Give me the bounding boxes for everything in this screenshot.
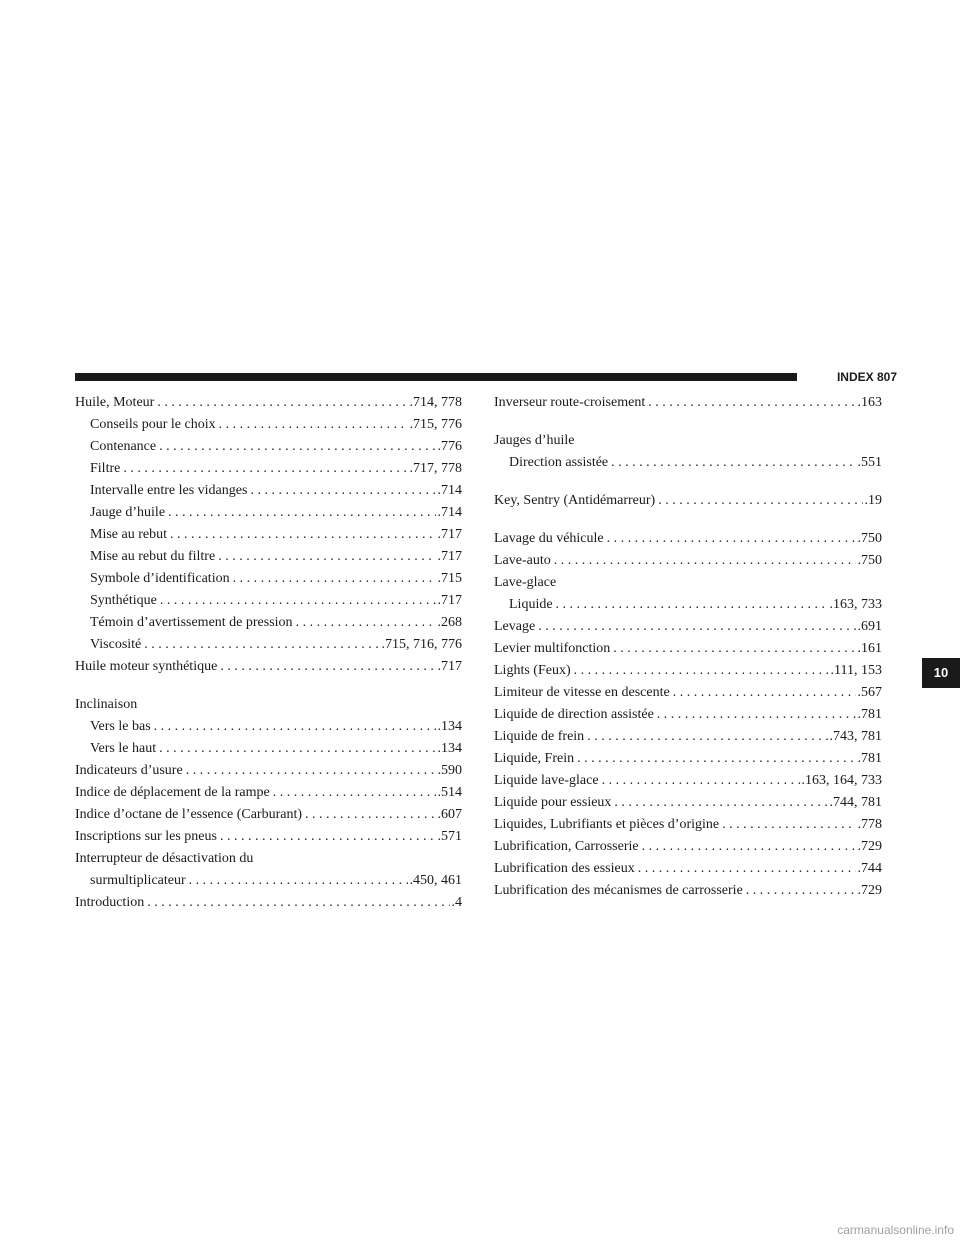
dot-leader [574,660,829,682]
dot-leader [159,738,435,760]
entry-term: Liquide de frein [494,729,585,744]
entry-term: Inverseur route-croisement [494,395,646,410]
index-entry [75,782,462,804]
entry-pages: .743, 781 [829,729,882,744]
dot-leader [157,392,407,414]
dot-leader [722,814,855,836]
entry-pages: .134 [437,719,462,734]
entry-term: Vers le haut [90,741,157,756]
index-subentry [75,716,462,738]
dot-leader [613,638,855,660]
entry-term: Mise au rebut [90,527,167,542]
index-subentry [75,612,462,634]
dot-leader [614,792,827,814]
entry-term: Mise au rebut du filtre [90,549,216,564]
index-entry [494,770,882,792]
entry-pages: .781 [857,707,882,722]
index-entry [494,528,882,550]
chapter-tab: 10 [922,658,960,688]
index-subentry [75,568,462,590]
index-column-left [75,392,462,914]
dot-leader [233,568,436,590]
index-entry [75,826,462,848]
entry-pages: .750 [857,553,882,568]
entry-pages: .717 [437,549,462,564]
entry-pages: .567 [857,685,882,700]
index-entry [494,836,882,858]
dot-leader [220,826,436,848]
entry-term: Indice de déplacement de la rampe [75,785,270,800]
dot-leader [554,550,856,572]
header-rule [75,373,797,381]
entry-pages: .717 [437,527,462,542]
spacer [494,474,882,490]
dot-leader [587,726,827,748]
dot-leader [250,480,435,502]
index-entry [75,656,462,678]
entry-term: Filtre [90,461,121,476]
index-heading: Jauges d’huile [494,433,575,448]
dot-leader [648,392,855,414]
entry-pages: .714, 778 [409,395,462,410]
entry-pages: .268 [437,615,462,630]
entry-term: Liquide [509,597,553,612]
running-header: INDEX 807 [836,370,897,384]
index-entry [75,892,462,914]
spacer [494,512,882,528]
dot-leader [218,546,435,568]
entry-term: Liquide, Frein [494,751,575,766]
index-heading: Lave-glace [494,575,557,590]
index-entry [494,858,882,880]
index-subentry [75,634,462,656]
index-subentry [75,458,462,480]
index-entry [494,616,882,638]
index-heading: Inclinaison [75,697,138,712]
dot-leader [602,770,800,792]
watermark: carmanualsonline.info [837,1223,954,1237]
dot-leader [170,524,436,546]
entry-pages: .778 [857,817,882,832]
entry-pages: .19 [864,493,882,508]
dot-leader [577,748,855,770]
dot-leader [273,782,436,804]
entry-term: Limiteur de vitesse en descente [494,685,670,700]
entry-pages: .714 [437,505,462,520]
entry-term: Viscosité [90,637,142,652]
index-entry [75,804,462,826]
index-entry [494,704,882,726]
entry-term: Symbole d’identification [90,571,230,586]
index-entry [494,726,882,748]
entry-term: Liquide lave-glace [494,773,599,788]
index-column-right [494,392,882,902]
dot-leader [538,616,855,638]
entry-term: Vers le bas [90,719,151,734]
dot-leader [657,704,856,726]
index-subentry [75,870,462,892]
index-entry [494,490,882,512]
entry-pages: .729 [857,839,882,854]
dot-leader [658,490,862,512]
dot-leader [638,858,856,880]
index-subentry [494,452,882,474]
entry-term: Lave-auto [494,553,551,568]
entry-term: Liquides, Lubrifiants et pièces d’origine [494,817,720,832]
index-entry [494,660,882,682]
entry-pages: .691 [857,619,882,634]
entry-pages: .744, 781 [829,795,882,810]
entry-pages: .717, 778 [409,461,462,476]
entry-term: Introduction [75,895,145,910]
entry-pages: .551 [857,455,882,470]
entry-pages: .4 [451,895,462,910]
dot-leader [220,656,435,678]
index-subentry [75,480,462,502]
dot-leader [556,594,828,616]
index-entry [494,792,882,814]
entry-term: Indicateurs d’usure [75,763,183,778]
entry-term: Conseils pour le choix [90,417,216,432]
entry-term: Synthétique [90,593,157,608]
index-entry [494,682,882,704]
dot-leader [611,452,855,474]
entry-pages: .607 [437,807,462,822]
entry-pages: .714 [437,483,462,498]
index-subentry [75,738,462,760]
dot-leader [746,880,856,902]
entry-pages: .717 [437,593,462,608]
entry-pages: .729 [857,883,882,898]
entry-term: Lights (Feux) [494,663,571,678]
entry-term: Intervalle entre les vidanges [90,483,248,498]
entry-term: Jauge d’huile [90,505,166,520]
entry-pages: .163 [857,395,882,410]
entry-pages: .776 [437,439,462,454]
dot-leader [154,716,436,738]
dot-leader [189,870,408,892]
index-entry [75,392,462,414]
dot-leader [673,682,856,704]
dot-leader [607,528,856,550]
index-entry [494,550,882,572]
index-subentry [75,436,462,458]
entry-pages: .590 [437,763,462,778]
dot-leader [642,836,856,858]
index-subentry [75,414,462,436]
entry-pages: .111, 153 [830,663,882,678]
index-subentry [494,594,882,616]
entry-term: Direction assistée [509,455,609,470]
dot-leader [296,612,436,634]
entry-pages: .450, 461 [409,873,462,888]
dot-leader [159,436,435,458]
entry-term: Levier multifonction [494,641,611,656]
index-subentry [75,590,462,612]
entry-term: Liquide de direction assistée [494,707,654,722]
entry-pages: .514 [437,785,462,800]
entry-pages: .163, 733 [829,597,882,612]
index-entry [494,748,882,770]
entry-term: Contenance [90,439,157,454]
index-entry [75,760,462,782]
index-entry [494,638,882,660]
spacer [494,414,882,430]
index-subentry [75,502,462,524]
dot-leader [123,458,407,480]
dot-leader [160,590,436,612]
spacer [75,678,462,694]
entry-term: Inscriptions sur les pneus [75,829,217,844]
index-subentry [75,546,462,568]
entry-pages: .744 [857,861,882,876]
entry-pages: .134 [437,741,462,756]
entry-pages: .163, 164, 733 [801,773,882,788]
entry-term: Huile moteur synthétique [75,659,218,674]
entry-pages: .715, 716, 776 [381,637,462,652]
dot-leader [186,760,436,782]
entry-term: Lubrification des mécanismes de carrosserie [494,883,743,898]
entry-pages: .750 [857,531,882,546]
entry-term: Liquide pour essieux [494,795,612,810]
entry-pages: .715 [437,571,462,586]
entry-pages: .717 [437,659,462,674]
index-entry [494,392,882,414]
entry-term: Levage [494,619,536,634]
entry-term: Lavage du véhicule [494,531,604,546]
index-heading: Interrupteur de désactivation du [75,851,254,866]
entry-term: surmultiplicateur [90,873,186,888]
dot-leader [168,502,435,524]
dot-leader [144,634,379,656]
entry-pages: .781 [857,751,882,766]
index-entry [494,814,882,836]
dot-leader [219,414,408,436]
entry-term: Lubrification des essieux [494,861,635,876]
dot-leader [305,804,436,826]
entry-pages: .161 [857,641,882,656]
entry-term: Key, Sentry (Antidémarreur) [494,493,656,508]
entry-pages: .715, 776 [409,417,462,432]
dot-leader [147,892,449,914]
entry-term: Lubrification, Carrosserie [494,839,639,854]
entry-term: Témoin d’avertissement de pression [90,615,293,630]
index-subentry [75,524,462,546]
entry-pages: .571 [437,829,462,844]
index-entry [494,880,882,902]
entry-term: Indice d’octane de l’essence (Carburant) [75,807,302,822]
entry-term: Huile, Moteur [75,395,155,410]
